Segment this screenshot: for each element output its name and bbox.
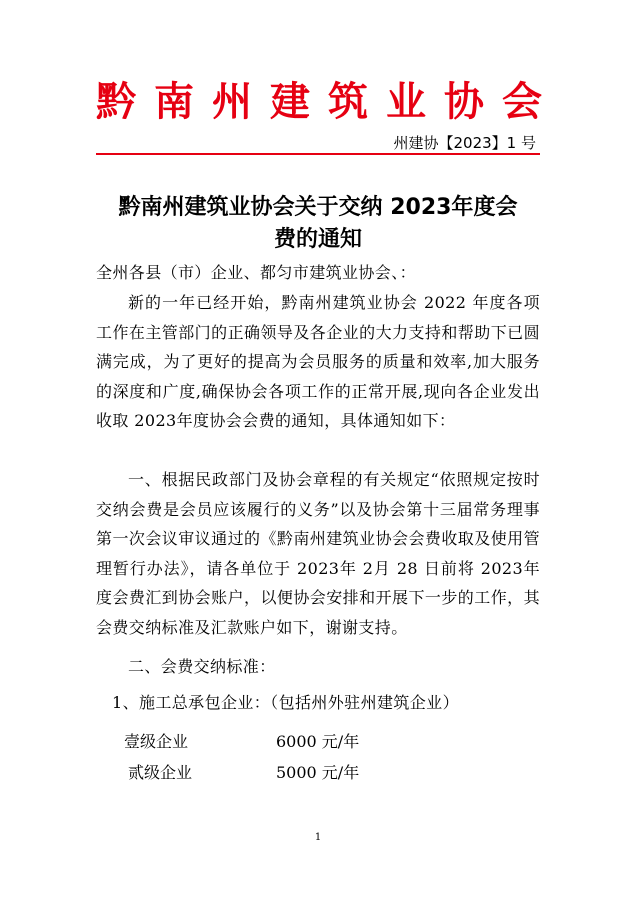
- section-2-heading: 二、会费交纳标准：: [128, 657, 276, 676]
- fee-level: 贰级企业: [128, 763, 193, 782]
- salutation: 全州各县（市）企业、都匀市建筑业协会、：: [96, 263, 417, 282]
- fee-amount: 6000 元/年: [276, 732, 360, 751]
- org-masthead: 黔南州建筑业协会: [96, 79, 560, 125]
- document-number: 州建协【2023】1 号: [393, 134, 536, 152]
- fee-amount: 5000 元/年: [276, 763, 360, 782]
- red-divider-line: [96, 153, 540, 155]
- document-title: [96, 192, 540, 256]
- page-number: 1: [314, 832, 322, 843]
- intro-paragraph: 新的一年已经开始，黔南州建筑业协会 2022 年度各项工作在主管部门的正确领导及各企业的大力支持和帮助下已圆满完成，为了更好的提高为会员服务的质量和效率,加大服务的深度和广度,确保协会各项工作的正常开展,现向各企业发出收取 2023年度协会会费的通知，具体通知如下：: [96, 293, 540, 430]
- title-line-2: 费的通知: [273, 227, 362, 252]
- subsection-1-heading: 1、施工总承包企业：（包括州外驻州建筑企业）: [112, 693, 459, 712]
- fee-row: [124, 730, 359, 754]
- section-1-paragraph: 一、根据民政部门及协会章程的有关规定“依照规定按时交纳会费是会员应该履行的义务”以及协会第十三届常务理事第一次会议审议通过的《黔南州建筑业协会会费收取及使用管理暂行办法》，请各单位于 2023年 2月 28 日前将 2023年度会费汇到协会账户，以便协会安排和开展下一步的工作，其会费交纳标准及汇款账户如下，谢谢支持。: [96, 470, 540, 637]
- title-line-1: 黔南州建筑业协会关于交纳 2023年度会: [118, 195, 518, 220]
- fee-level: 壹级企业: [124, 732, 189, 751]
- fee-row: [128, 761, 359, 785]
